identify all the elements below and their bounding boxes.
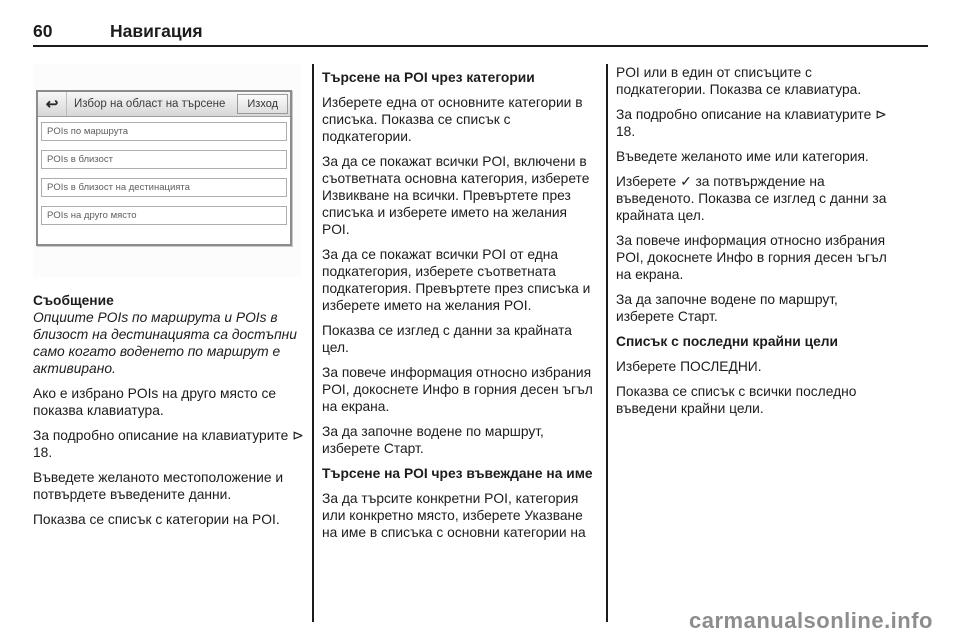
header-rule: [33, 45, 928, 47]
paragraph-info-button-2: За повече информация относно избрания POI, докоснете Инфо в горния десен ъгъл на екрана.: [616, 233, 887, 282]
paragraph-enter-location: Въведете желаното местоположение и потвърдете въведените данни.: [33, 470, 284, 502]
note-title: Съобщение: [33, 293, 114, 308]
paragraph-select-recent: Изберете ПОСЛЕДНИ.: [616, 359, 762, 374]
paragraph-specify-name: За да търсите конкретни POI, категория или конкретно място, изберете Указване на име в списъка с основни категории на: [322, 491, 586, 540]
paragraph-start-guidance: За да започне водене по маршрут, изберете Старт.: [322, 424, 544, 456]
column-3: [616, 64, 898, 425]
paragraph-start-guidance-2: За да започне водене по маршрут, изберете Старт.: [616, 292, 838, 324]
paragraph-call-up-all: За да се покажат всички POI, включени в съответната основна категория, изберете Извикване на всички. Превъртете през списъка и изберете името на желания POI.: [322, 154, 590, 237]
paragraph-category-list-shown: Показва се списък с категории на POI.: [33, 512, 280, 527]
note-body: Опциите POIs по маршрута и POIs в близост на дестинацията са достъпни само когато воденето по маршрут е активирано.: [33, 310, 297, 376]
manual-figure-search-area-dialog: [33, 64, 301, 277]
page-header: [33, 21, 928, 43]
paragraph-enter-name: Въведете желаното име или категория.: [616, 149, 869, 164]
column-1: [33, 64, 305, 536]
back-arrow-icon: ↩: [45, 95, 59, 113]
dialog-header: [38, 92, 290, 117]
column-divider-left: [312, 64, 314, 622]
dialog-window: [36, 90, 292, 246]
heading-recent-destinations: Списък с последни крайни цели: [616, 334, 839, 349]
paragraph-destination-view: Показва се изглед с данни за крайната цел.: [322, 323, 572, 355]
watermark: carmanualsonline.info: [689, 608, 933, 633]
paragraph-other-location-keyboard: Ако е избрано POIs на друго място се показва клавиатура.: [33, 386, 277, 418]
back-button: [38, 92, 67, 116]
paragraph-confirm-input: Изберете ✓ за потвърждение на въведеното. Показва се изглед с данни за крайната цел.: [616, 174, 887, 223]
exit-button: Изход: [237, 94, 288, 114]
heading-search-by-categories: Търсене на POI чрез категории: [322, 70, 535, 85]
heading-search-by-name: Търсене на POI чрез въвеждане на име: [322, 466, 593, 481]
chapter-title: Навигация: [110, 21, 203, 41]
paragraph-recent-list-shown: Показва се списък с всички последно въведени крайни цели.: [616, 384, 857, 416]
dialog-title: Избор на област на търсене: [74, 97, 226, 110]
column-2: [322, 64, 598, 549]
page-number: 60: [33, 21, 53, 41]
paragraph-select-main-category: Изберете една от основните категории в списъка. Показва се списък с подкатегории.: [322, 95, 583, 144]
paragraph-keyboard-reference-2: За подробно описание на клавиатурите ⊳ 18.: [616, 107, 887, 139]
paragraph-specify-name-continued: POI или в един от списъците с подкатегории. Показва се клавиатура.: [616, 65, 862, 97]
list-item-pois-near-destination: POIs в близост на дестинацията: [41, 178, 287, 197]
column-divider-right: [606, 64, 608, 622]
paragraph-info-button: За повече информация относно избрания POI, докоснете Инфо в горния десен ъгъл на екрана.: [322, 365, 593, 414]
poi-option-list: [38, 117, 290, 225]
list-item-pois-along-route: POIs по маршрута: [41, 122, 287, 141]
paragraph-keyboard-reference: За подробно описание на клавиатурите ⊳ 18.: [33, 428, 304, 460]
list-item-pois-other-location: POIs на друго място: [41, 206, 287, 225]
list-item-pois-nearby: POIs в близост: [41, 150, 287, 169]
paragraph-subcategory-selection: За да се покажат всички POI от една подкатегория, изберете съответната подкатегория. Превъртете през списъка и изберете името на желания POI.: [322, 247, 591, 313]
